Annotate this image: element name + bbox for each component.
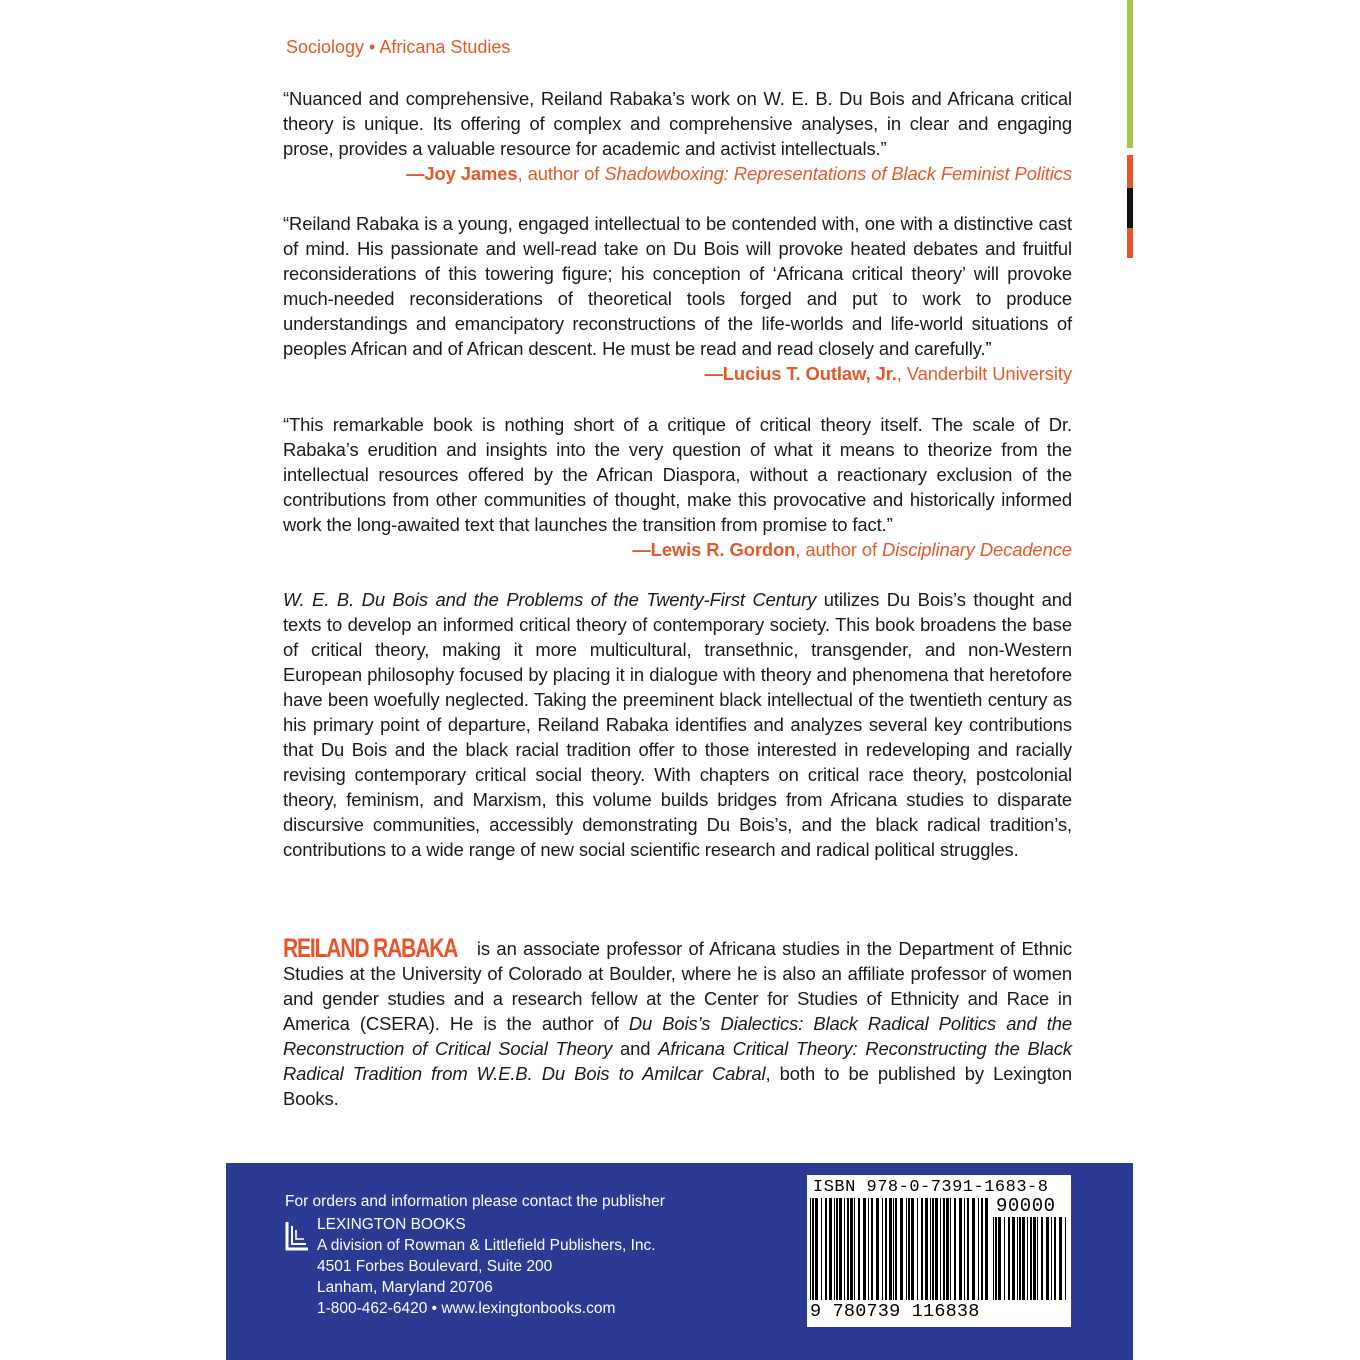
- quote-text: “Reiland Rabaka is a young, engaged intellectual to be contended with, one with a distinctive cast of mind. His passionate and well-read take on Du Bois will provoke heated debates and fruitful reconsiderations of this towering figure; his conception of ‘Africana critical theory’ will provoke much-needed reconsiderations of theoretical tools forged and put to work to produce understandings and emancipatory reconstructions of the life-worlds and life-world situations of peoples African and of African descent. He must be read and read closely and carefully.”: [283, 213, 1072, 359]
- barcode-bar: [1065, 1217, 1066, 1300]
- publisher-division: A division of Rowman & Littlefield Publishers, Inc.: [317, 1237, 656, 1254]
- barcode-bar: [863, 1198, 866, 1300]
- barcode-bar: [908, 1198, 910, 1300]
- publisher-contact: 1-800-462-6420 • www.lexingtonbooks.com: [317, 1300, 616, 1317]
- barcode-bar: [825, 1198, 827, 1300]
- price-code: 90000: [996, 1195, 1056, 1217]
- lexington-logo-icon: [284, 1220, 310, 1252]
- barcode-bar: [1051, 1217, 1052, 1300]
- barcode-bar: [1008, 1217, 1010, 1300]
- barcode-bar: [810, 1198, 811, 1300]
- barcode-bar: [882, 1198, 883, 1300]
- barcode-bar: [1027, 1217, 1028, 1300]
- barcode-bar: [1046, 1217, 1049, 1300]
- barcode-bar: [993, 1217, 994, 1300]
- barcode-bar: [959, 1198, 962, 1300]
- book-title: W. E. B. Du Bois and the Problems of the Twenty-First Century: [283, 589, 817, 610]
- barcode-bar: [972, 1198, 975, 1300]
- quote-attribution: —Lucius T. Outlaw, Jr., Vanderbilt University: [704, 363, 1072, 384]
- barcode-bar: [995, 1217, 997, 1300]
- barcode-bar: [935, 1198, 938, 1300]
- barcode-bar: [906, 1198, 907, 1300]
- barcode-bar: [1033, 1217, 1036, 1300]
- barcode-bar: [812, 1198, 814, 1300]
- barcode-bar: [1012, 1217, 1015, 1300]
- barcode-bar: [950, 1198, 951, 1300]
- barcode-bar: [911, 1198, 914, 1300]
- barcode-bar: [925, 1198, 928, 1300]
- category-label: Sociology • Africana Studies: [286, 37, 511, 57]
- blurb-joy-james: [283, 86, 1072, 186]
- barcode-bar: [854, 1198, 855, 1300]
- barcode-bar: [1037, 1217, 1038, 1300]
- addon-barcode-bars: [993, 1217, 1069, 1300]
- publisher-city: Lanham, Maryland 20706: [317, 1279, 493, 1296]
- blurb-lucius-outlaw: [283, 211, 1072, 386]
- ean-digits: 9 780739 116838: [810, 1301, 980, 1322]
- publisher-name: LEXINGTON BOOKS: [317, 1216, 466, 1233]
- barcode-bar: [921, 1198, 923, 1300]
- barcode-bar: [1004, 1217, 1005, 1300]
- barcode-bar: [985, 1198, 988, 1300]
- publisher-address: [317, 1214, 656, 1319]
- barcode-bar: [978, 1198, 979, 1300]
- barcode-bar: [895, 1198, 897, 1300]
- quote-text: “This remarkable book is nothing short of a critique of critical theory itself. The scale of Dr. Rabaka’s erudition and insights into the very question of what it means to theorize from the intellectual resources offered by the African Diaspora, without a reactionary exclusion of the contributions from other communities of thought, make this provocative and historically informed work the long-awaited text that launches the transition from promise to fact.”: [283, 414, 1072, 535]
- barcode-bar: [858, 1198, 860, 1300]
- decorative-black-stripe: [1127, 188, 1133, 228]
- blurb-lewis-gordon: [283, 412, 1072, 562]
- barcode-bar: [871, 1198, 873, 1300]
- barcode-bar: [1019, 1217, 1021, 1300]
- barcode-bar: [844, 1198, 845, 1300]
- barcode-bar: [847, 1198, 849, 1300]
- publisher-street: 4501 Forbes Boulevard, Suite 200: [317, 1258, 553, 1275]
- isbn-barcode: [807, 1175, 1071, 1327]
- ean-barcode-bars: [810, 1198, 990, 1300]
- description-body: utilizes Du Bois’s thought and texts to develop an informed critical theory of contemporary society. This book broadens the base of critical theory, making it more multicultural, transethnic, transgender, and non-Western European philosophy focused by placing it in dialogue with theory and phenomena that heretofore have been woefully neglected. Taking the preeminent black intellectual of the twentieth century as his primary point of departure, Reiland Rabaka identifies and analyzes several key contributions that Du Bois and the black racial tradition offer to those interested in redeveloping and racially revising contemporary critical social theory. With chapters on critical race theory, postcolonial theory, feminism, and Marxism, this volume builds bridges from Africana studies to disparate discursive communities, accessibly demonstrating Du Bois’s, and the black radical tradition’s, contributions to a wide range of new social scientific research and radical political struggles.: [283, 589, 1072, 860]
- barcode-bar: [1022, 1217, 1025, 1300]
- barcode-bar: [967, 1198, 969, 1300]
- quote-text: “Nuanced and comprehensive, Reiland Rabaka’s work on W. E. B. Du Bois and Africana critical theory is unique. Its offering of complex and comprehensive analyses, in clear and engaging prose, provides a valuable resource for academic and activist intellectuals.”: [283, 88, 1072, 159]
- barcode-bar: [943, 1198, 945, 1300]
- barcode-bar: [836, 1198, 838, 1300]
- barcode-bar: [1017, 1217, 1018, 1300]
- barcode-bar: [876, 1198, 879, 1300]
- isbn-label: ISBN 978-0-7391-1683-8: [813, 1178, 1049, 1197]
- barcode-bar: [932, 1198, 934, 1300]
- barcode-bar: [868, 1198, 869, 1300]
- barcode-bar: [834, 1198, 835, 1300]
- barcode-bar: [964, 1198, 965, 1300]
- quote-attribution: —Lewis R. Gordon, author of Disciplinary Decadence: [632, 539, 1072, 560]
- barcode-bar: [1041, 1217, 1043, 1300]
- barcode-bar: [946, 1198, 949, 1300]
- barcode-bar: [930, 1198, 931, 1300]
- barcode-bar: [839, 1198, 842, 1300]
- barcode-bar: [850, 1198, 853, 1300]
- footer-lead: For orders and information please contact the publisher: [285, 1193, 665, 1210]
- book-description: [283, 587, 1072, 862]
- barcode-bar: [829, 1198, 832, 1300]
- barcode-bar: [821, 1198, 822, 1300]
- decorative-green-stripe: [1127, 0, 1133, 148]
- barcode-bar: [1054, 1217, 1056, 1300]
- barcode-bar: [815, 1198, 818, 1300]
- barcode-bar: [998, 1217, 1001, 1300]
- decorative-red-stripe: [1127, 155, 1133, 188]
- barcode-bar: [1030, 1217, 1032, 1300]
- barcode-bar: [917, 1198, 918, 1300]
- barcode-bar: [940, 1198, 941, 1300]
- decorative-red-stripe-lower: [1127, 228, 1133, 258]
- barcode-bar: [900, 1198, 903, 1300]
- author-name: REILAND RABAKA: [283, 933, 458, 963]
- barcode-bar: [981, 1198, 983, 1300]
- barcode-bar: [889, 1198, 892, 1300]
- quote-attribution: —Joy James, author of Shadowboxing: Representations of Black Feminist Politics: [406, 163, 1072, 184]
- barcode-bar: [1059, 1217, 1062, 1300]
- barcode-bar: [893, 1198, 894, 1300]
- barcode-bar: [954, 1198, 956, 1300]
- barcode-bar: [885, 1198, 887, 1300]
- author-bio: REILAND RABAKA is an associate professor of Africana studies in the Department of Ethnic Studies at the University of Colorado at Boulder, where he is also an affiliate professor of women and gender studies and a research fellow at the Center for Studies of Ethnicity and Race in America (CSERA). He is the author of Du Bois’s Dialectics: Black Radical Politics and the Reconstruction of Critical Social Theory and Africana Critical Theory: Reconstructing the Black Radical Tradition from W.E.B. Du Bois to Amilcar Cabral, both to be published by Lexington Books.: [283, 933, 1073, 1109]
